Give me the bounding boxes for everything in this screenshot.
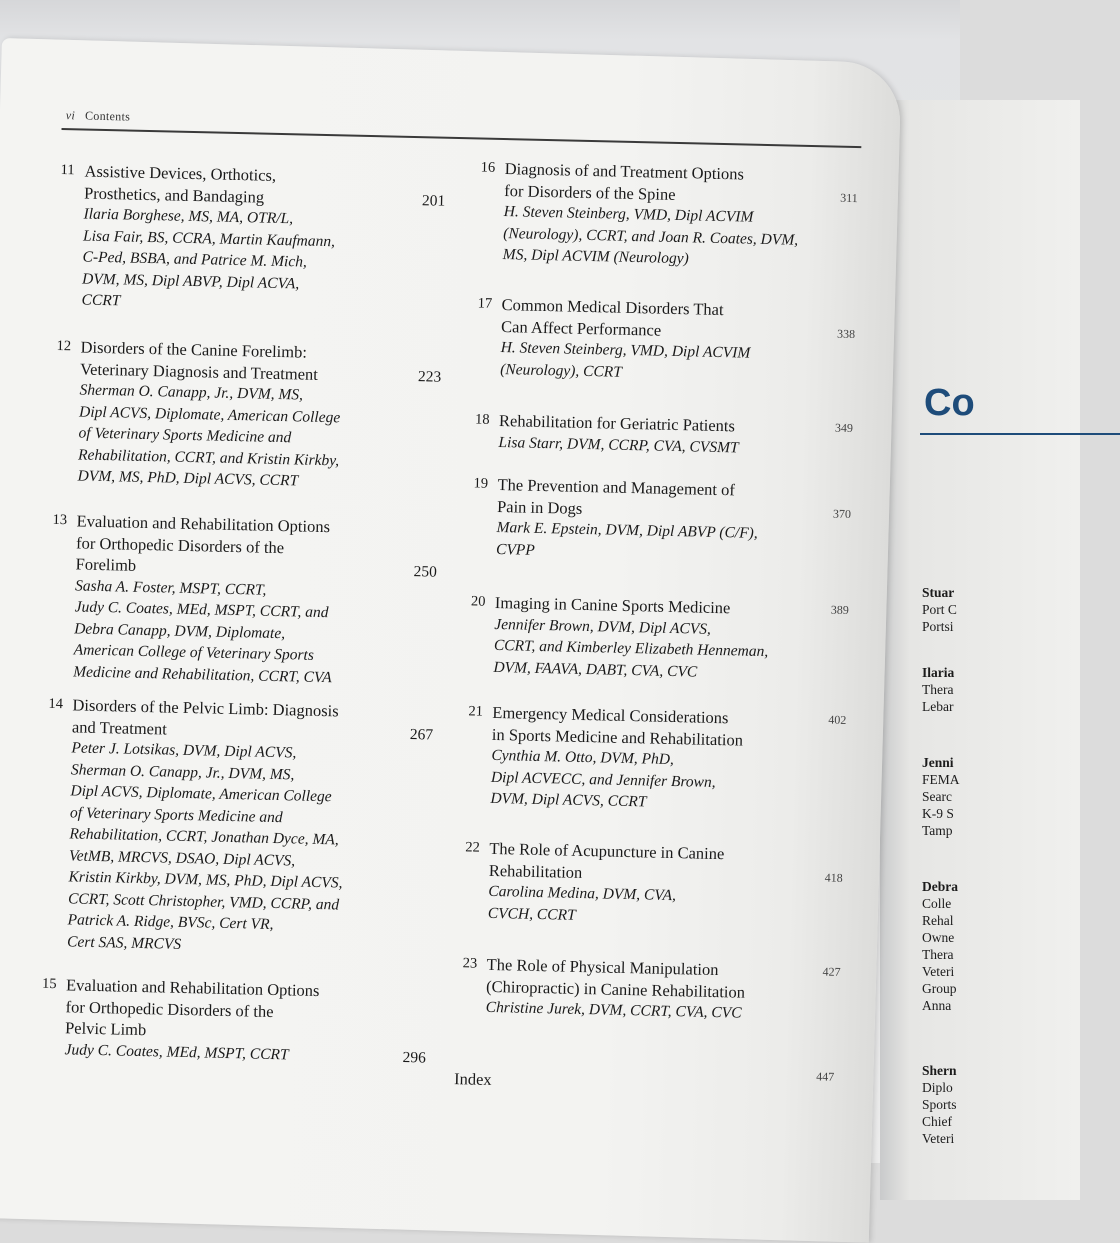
author-line: DVM, MS, Dipl ABVP, Dipl ACVA, — [81, 270, 300, 292]
facing-page-bio-line: Chief — [922, 1114, 952, 1129]
author-line: Cert SAS, MRCVS — [66, 932, 182, 953]
chapter-title — [504, 158, 800, 208]
facing-page-bio-line: FEMA — [922, 772, 960, 787]
chapter-number: 23 — [462, 955, 478, 972]
author-line: of Veterinary Sports Medicine and — [78, 424, 292, 447]
chapter-title-line: Disorders of the Pelvic Limb: Diagnosis — [72, 695, 339, 721]
author-line: DVM, Dipl ACVS, CCRT — [490, 789, 647, 811]
author-line: Judy C. Coates, MEd, MSPT, CCRT, and — [74, 598, 329, 622]
facing-page-bio-line: Thera — [922, 947, 954, 962]
chapter-authors — [503, 201, 799, 272]
entry-body — [64, 974, 319, 1066]
facing-page-bio-line: Sports — [922, 1097, 957, 1112]
facing-page — [880, 100, 1080, 1200]
entry-body — [488, 838, 725, 929]
chapter-number: 16 — [480, 159, 496, 176]
facing-page-bio — [922, 664, 954, 715]
author-line: VetMB, MRCVS, DSAO, Dipl ACVS, — [68, 846, 296, 869]
chapter-title-line: Evaluation and Rehabilitation Options — [65, 975, 320, 1001]
author-line: MS, Dipl ACVIM (Neurology) — [502, 246, 689, 268]
chapter-title — [492, 702, 744, 751]
chapter-authors — [496, 517, 758, 566]
page-number: 223 — [417, 367, 442, 386]
index-label: Index — [453, 1069, 492, 1089]
author-line: Debra Canapp, DVM, Diplomate, — [74, 619, 286, 642]
author-line: Medicine and Rehabilitation, CCRT, CVA — [73, 662, 332, 686]
facing-page-bio-line: Diplo — [922, 1080, 953, 1095]
author-line: H. Steven Steinberg, VMD, Dipl ACVIM — [500, 339, 751, 362]
chapter-authors — [500, 337, 751, 386]
chapter-title — [84, 161, 337, 210]
facing-page-bio-line: Owne — [922, 930, 955, 945]
facing-page-bio-line: Veteri — [922, 964, 955, 979]
facing-page-bio-name: Shern — [922, 1063, 957, 1078]
entry-body — [493, 592, 769, 684]
chapter-title-line: (Chiropractic) in Canine Rehabilitation — [485, 976, 746, 1002]
chapter-title-line: Assistive Devices, Orthotics, — [84, 161, 277, 185]
entry-body — [500, 294, 752, 386]
author-line: CCRT, and Kimberley Elizabeth Henneman, — [493, 636, 769, 661]
entry-body — [496, 474, 759, 566]
facing-page-bio-line: Port C — [922, 602, 957, 617]
chapter-title-line: for Disorders of the Spine — [504, 180, 676, 204]
entry-body — [77, 336, 342, 492]
chapter-title-line: Imaging in Canine Sports Medicine — [494, 592, 731, 618]
chapter-title-line: Rehabilitation — [488, 860, 583, 882]
author-line: Patrick A. Ridge, BVSc, Cert VR, — [67, 911, 274, 934]
chapter-title-line: for Orthopedic Disorders of the — [65, 996, 274, 1021]
chapter-title-line: Common Medical Disorders That — [501, 295, 724, 320]
chapter-title-line: Evaluation and Rehabilitation Options — [76, 511, 331, 537]
author-line: CVCH, CCRT — [487, 904, 576, 924]
chapter-title-line: in Sports Medicine and Rehabilitation — [491, 724, 744, 750]
facing-page-heading: Co — [924, 382, 975, 424]
chapter-number: 20 — [470, 593, 486, 610]
facing-page-bio-line: K-9 S — [922, 806, 954, 821]
chapter-title-line: The Role of Physical Manipulation — [486, 954, 719, 980]
entry-body — [490, 702, 744, 815]
chapter-number: 17 — [477, 295, 493, 312]
author-line: Christine Jurek, DVM, CCRT, CVA, CVC — [485, 998, 742, 1022]
page-number: 250 — [413, 563, 438, 581]
chapter-title-line: and Treatment — [71, 716, 168, 739]
facing-page-bio-name: Jenni — [922, 755, 954, 770]
author-line: Ilaria Borghese, MS, MA, OTR/L, — [83, 205, 294, 228]
facing-page-bio-line: Tamp — [922, 823, 953, 838]
page-number: 370 — [832, 506, 852, 521]
entry-body — [498, 410, 739, 458]
running-head-title: Contents — [84, 108, 131, 124]
author-line: Judy C. Coates, MEd, MSPT, CCRT — [64, 1040, 289, 1063]
chapter-title-line: Prosthetics, and Bandaging — [83, 183, 265, 207]
facing-page-bio-line: Anna — [922, 998, 952, 1013]
chapter-title-line: The Role of Acupuncture in Canine — [489, 838, 725, 864]
index-entry — [454, 1069, 492, 1090]
chapter-authors — [493, 613, 769, 684]
page-number: 201 — [421, 191, 446, 210]
author-line: Mark E. Epstein, DVM, Dipl ABVP (C/F), — [496, 518, 758, 542]
page-number: 267 — [409, 725, 434, 744]
chapter-title — [489, 838, 725, 886]
chapter-authors — [81, 204, 335, 317]
page-number: 418 — [824, 870, 843, 885]
facing-page-bio — [922, 584, 957, 635]
author-line: Lisa Fair, BS, CCRA, Martin Kaufmann, — [82, 227, 336, 250]
author-line: American College of Veterinary Sports — [73, 641, 315, 664]
chapter-authors — [73, 575, 334, 688]
facing-page-bio — [922, 1062, 957, 1147]
entry-body — [67, 694, 347, 958]
chapter-title-line: Veterinary Diagnosis and Treatment — [79, 358, 319, 384]
author-line: Carolina Medina, DVM, CVA, — [488, 882, 677, 905]
author-line: Peter J. Lotsikas, DVM, Dipl ACVS, — [71, 739, 297, 762]
chapter-title-line: Pain in Dogs — [496, 496, 583, 518]
author-line: (Neurology), CCRT, and Joan R. Coates, DVM, — [503, 224, 799, 249]
chapter-title-line: Disorders of the Canine Forelimb: — [80, 337, 308, 362]
chapter-title — [80, 336, 342, 385]
author-line: Rehabilitation, CCRT, Jonathan Dyce, MA, — [69, 825, 339, 849]
author-line: DVM, MS, PhD, Dipl ACVS, CCRT — [77, 467, 299, 490]
chapter-authors — [77, 379, 341, 492]
author-line: DVM, FAAVA, DABT, CVA, CVC — [493, 658, 698, 681]
chapter-number: 11 — [60, 161, 75, 179]
author-line: Jennifer Brown, DVM, Dipl ACVS, — [494, 615, 712, 638]
chapter-number: 18 — [474, 411, 490, 428]
chapter-title — [75, 510, 335, 580]
facing-page-bio — [922, 754, 960, 839]
chapter-title — [486, 954, 746, 1003]
facing-page-bio-line: Veteri — [922, 1131, 955, 1146]
facing-page-bio-line: Group — [922, 981, 957, 996]
page-number: 349 — [834, 420, 854, 436]
author-line: Kristin Kirkby, DVM, MS, PhD, Dipl ACVS, — [68, 868, 343, 892]
page-number: 389 — [830, 602, 849, 617]
author-line: C-Ped, BSBA, and Patrice M. Mich, — [82, 248, 308, 271]
entry-body — [81, 161, 336, 317]
entry-body — [73, 510, 335, 688]
author-line: Dipl ACVS, Diplomate, American College — [70, 782, 332, 806]
chapter-title-line: Diagnosis of and Treatment Options — [504, 159, 745, 184]
chapter-title-line: Can Affect Performance — [500, 316, 662, 340]
author-line: (Neurology), CCRT — [499, 360, 623, 381]
chapter-authors — [490, 745, 743, 815]
page-number: 402 — [828, 712, 847, 727]
author-line: Dipl ACVS, Diplomate, American College — [78, 402, 341, 426]
author-line: Cynthia M. Otto, DVM, PhD, — [491, 746, 675, 769]
chapter-title-line: Forelimb — [75, 554, 137, 575]
page-number: 296 — [402, 1048, 426, 1066]
facing-page-bio-name: Stuar — [922, 585, 955, 600]
author-line: of Veterinary Sports Medicine and — [69, 803, 283, 826]
page-number: 311 — [840, 190, 858, 205]
facing-page-bio-line: Colle — [922, 896, 952, 911]
chapter-number: 21 — [468, 703, 484, 720]
facing-page-bio-line: Thera — [922, 682, 954, 697]
author-line: Lisa Starr, DVM, CCRP, CVA, CVSMT — [498, 433, 739, 456]
chapter-title — [72, 694, 347, 743]
chapter-title-line: for Orthopedic Disorders of the — [75, 532, 285, 557]
author-line: H. Steven Steinberg, VMD, Dipl ACVIM — [503, 203, 754, 226]
facing-page-bio-name: Ilaria — [922, 665, 955, 680]
facing-page-bio-line: Searc — [922, 789, 952, 804]
author-line: CCRT, Scott Christopher, VMD, CCRP, and — [67, 889, 340, 913]
author-line: Rehabilitation, CCRT, and Kristin Kirkby, — [77, 445, 340, 469]
chapter-authors — [488, 881, 724, 929]
chapter-number: 12 — [56, 337, 72, 355]
running-head — [66, 108, 131, 124]
facing-page-rule — [920, 433, 1120, 435]
chapter-title — [497, 474, 759, 523]
facing-page-bio-line: Rehal — [922, 913, 954, 928]
facing-page-bio-name: Debra — [922, 879, 958, 894]
chapter-authors — [67, 737, 346, 958]
facing-page-bio — [922, 878, 958, 1014]
chapter-number: 19 — [473, 475, 489, 492]
facing-page-bio-line: Portsi — [922, 619, 954, 634]
chapter-number: 22 — [465, 839, 481, 856]
author-line: Dipl ACVECC, and Jennifer Brown, — [490, 768, 716, 791]
chapter-number: 13 — [52, 511, 68, 529]
chapter-number: 15 — [41, 975, 57, 993]
author-line: CVPP — [495, 540, 536, 559]
chapter-title — [501, 294, 752, 343]
author-line: Sherman O. Canapp, Jr., DVM, MS, — [79, 381, 304, 404]
author-line: Sherman O. Canapp, Jr., DVM, MS, — [70, 760, 295, 783]
page-number: 338 — [836, 326, 856, 341]
chapter-title-line: Rehabilitation for Geriatric Patients — [498, 410, 736, 436]
index-page-number: 447 — [816, 1069, 835, 1084]
chapter-title-line: The Prevention and Management of — [497, 474, 736, 500]
chapter-title-line: Emergency Medical Considerations — [492, 702, 729, 728]
author-line: Sasha A. Foster, MSPT, CCRT, — [74, 576, 267, 599]
chapter-title — [65, 974, 320, 1044]
page-number: 427 — [822, 964, 841, 979]
author-line: CCRT — [81, 291, 121, 310]
facing-page-bio-line: Lebar — [922, 699, 954, 714]
running-head-page-number: vi — [65, 108, 76, 123]
entry-body — [485, 954, 745, 1024]
chapter-title-line: Pelvic Limb — [64, 1018, 147, 1040]
entry-body — [503, 158, 800, 272]
chapter-number: 14 — [48, 695, 64, 713]
